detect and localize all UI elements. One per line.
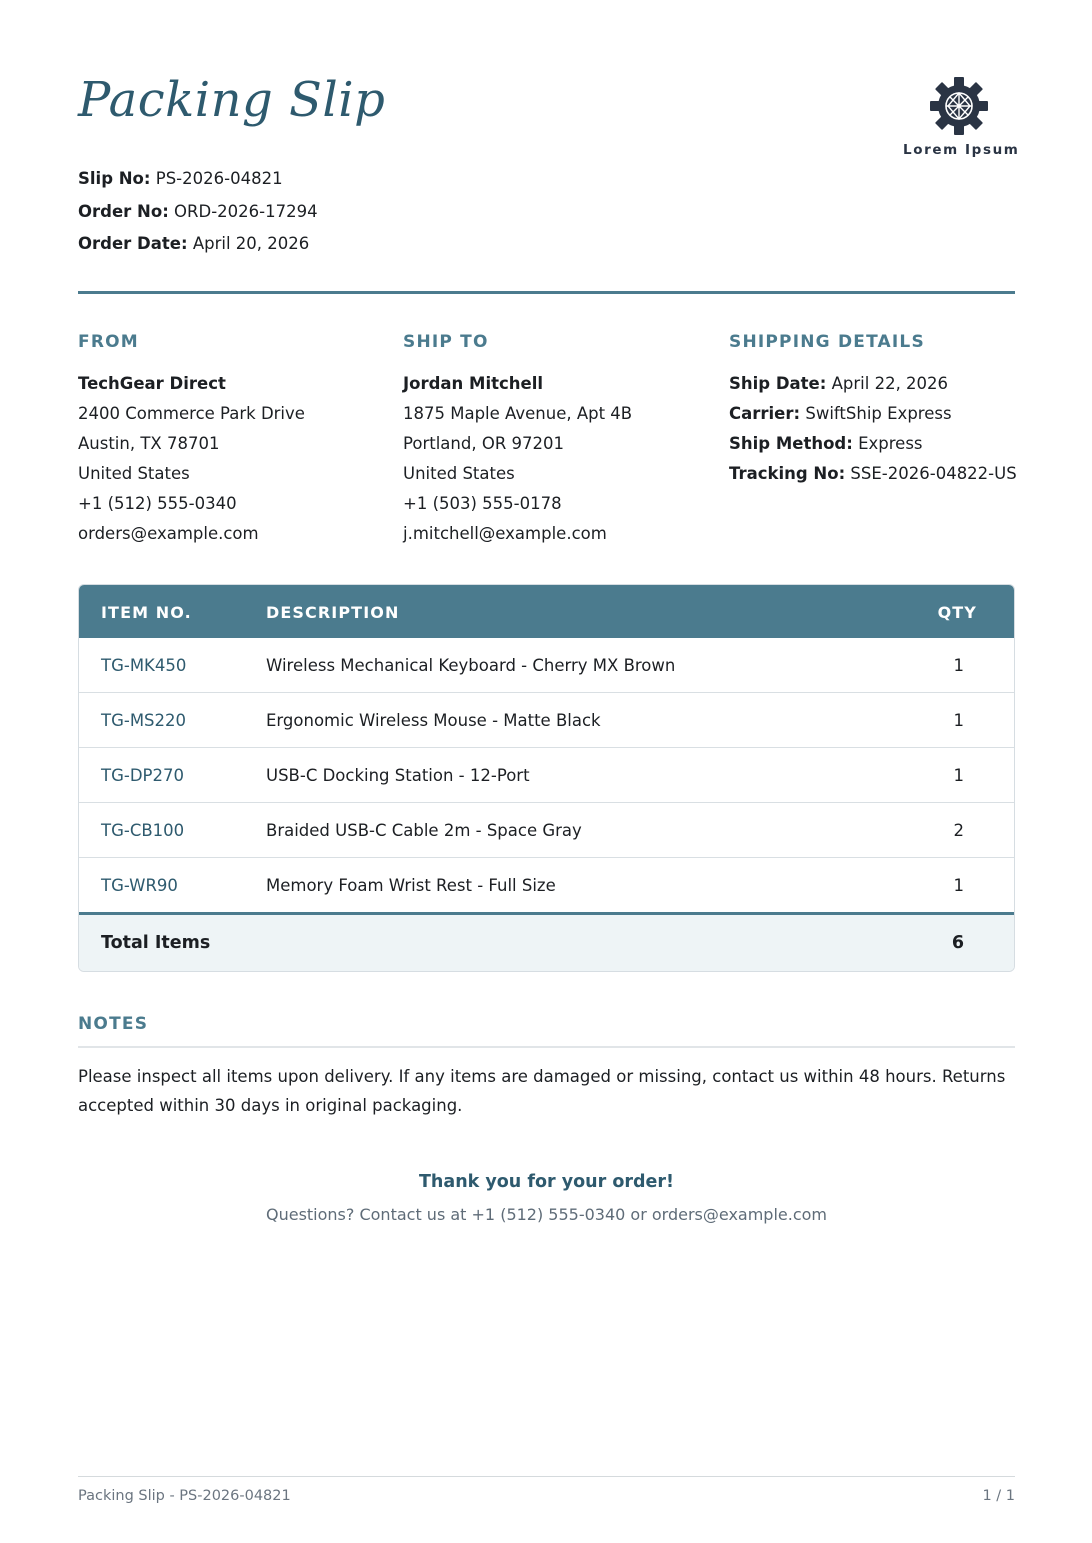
- footer-divider: [78, 1476, 1015, 1477]
- from-heading: FROM: [78, 332, 139, 352]
- shipping-details-column: [729, 332, 1017, 489]
- ship-date-row: [729, 369, 1017, 399]
- table-row: [79, 692, 1014, 747]
- ship-to-country: United States: [403, 464, 515, 483]
- items-table: [78, 584, 1015, 972]
- item-description: Wireless Mechanical Keyboard - Cherry MX Brown: [266, 656, 676, 675]
- company-logo: [903, 76, 1020, 158]
- table-header: [79, 585, 1014, 638]
- ship-to-phone: +1 (503) 555-0178: [403, 494, 562, 513]
- item-description: USB-C Docking Station - 12-Port: [266, 766, 530, 785]
- order-number-value: ORD-2026-17294: [174, 201, 318, 221]
- order-date-row: [78, 228, 318, 261]
- logo-text: Lorem Ipsum: [903, 142, 1020, 158]
- header-description: DESCRIPTION: [266, 603, 400, 622]
- tracking-row: [729, 459, 1017, 489]
- item-sku: TG-WR90: [101, 876, 178, 895]
- thank-you-section: [78, 1172, 1015, 1224]
- ship-to-address-line1: 1875 Maple Avenue, Apt 4B: [403, 404, 633, 423]
- slip-number-value: PS-2026-04821: [155, 169, 283, 188]
- contact-line: Questions? Contact us at +1 (512) 555-0340 or orders@example.com: [265, 1205, 827, 1224]
- table-row: [79, 638, 1014, 692]
- order-date-label: Order Date:: [78, 234, 188, 253]
- item-description: Memory Foam Wrist Rest - Full Size: [266, 876, 556, 895]
- carrier-value: SwiftShip Express: [805, 404, 952, 423]
- notes-text: Please inspect all items upon delivery. If any items are damaged or missing, contact us within 48 hours. Returns accepted within 30 days in original packaging.: [78, 1067, 1006, 1115]
- from-address-line1: 2400 Commerce Park Drive: [78, 404, 305, 423]
- header-divider: [78, 291, 1015, 294]
- item-sku: TG-DP270: [101, 766, 184, 785]
- from-name: TechGear Direct: [78, 374, 226, 393]
- item-sku: TG-MK450: [101, 656, 187, 675]
- table-body: [79, 638, 1014, 912]
- header-qty: QTY: [937, 603, 977, 622]
- ship-to-name: Jordan Mitchell: [403, 374, 544, 393]
- carrier-label: Carrier:: [729, 404, 801, 423]
- tracking-label: Tracking No:: [729, 464, 846, 483]
- ship-to-email: j.mitchell@example.com: [403, 524, 607, 543]
- address-section: [78, 332, 1015, 552]
- ship-to-heading: SHIP TO: [403, 332, 489, 352]
- ship-method-row: [729, 429, 1017, 459]
- slip-number-row: [78, 163, 318, 196]
- total-items-value: 6: [951, 933, 964, 953]
- slip-number-label: Slip No:: [78, 169, 151, 188]
- ship-date-value: April 22, 2026: [831, 374, 949, 393]
- item-qty: 1: [953, 711, 964, 730]
- notes-section: [78, 1014, 1015, 1120]
- tracking-value: SSE-2026-04822-US: [850, 464, 1017, 483]
- from-column: [78, 332, 305, 549]
- table-total-row: [79, 912, 1014, 971]
- header-item-no: ITEM NO.: [101, 603, 192, 622]
- ship-to-column: [403, 332, 632, 549]
- item-description: Ergonomic Wireless Mouse - Matte Black: [266, 711, 601, 730]
- ship-to-address-line2: Portland, OR 97201: [403, 434, 565, 453]
- shipping-details-heading: SHIPPING DETAILS: [729, 332, 925, 352]
- carrier-row: [729, 399, 1017, 429]
- item-qty: 1: [953, 876, 964, 895]
- thank-you-message: Thank you for your order!: [418, 1172, 674, 1192]
- page-number: 1 / 1: [982, 1488, 1015, 1504]
- page-title: Packing Slip: [78, 72, 386, 128]
- notes-heading: NOTES: [78, 1014, 1015, 1048]
- from-phone: +1 (512) 555-0340: [78, 494, 237, 513]
- order-number-label: Order No:: [78, 201, 169, 221]
- item-sku: TG-MS220: [101, 711, 187, 730]
- slip-meta: [78, 163, 318, 261]
- item-sku: TG-CB100: [101, 821, 185, 840]
- table-row: [79, 747, 1014, 802]
- item-qty: 1: [953, 766, 964, 785]
- total-items-label: Total Items: [101, 933, 211, 953]
- table-row: [79, 802, 1014, 857]
- gear-icon: [929, 76, 989, 136]
- table-row: [79, 857, 1014, 912]
- from-address-line2: Austin, TX 78701: [78, 434, 220, 453]
- footer-document-label: Packing Slip - PS-2026-04821: [78, 1488, 291, 1504]
- ship-date-label: Ship Date:: [729, 374, 827, 393]
- item-qty: 1: [953, 656, 964, 675]
- item-qty: 2: [953, 821, 964, 840]
- ship-method-value: Express: [858, 434, 923, 453]
- from-email: orders@example.com: [78, 524, 259, 543]
- ship-method-label: Ship Method:: [729, 434, 853, 453]
- from-country: United States: [78, 464, 190, 483]
- order-date-value: April 20, 2026: [192, 234, 310, 253]
- item-description: Braided USB-C Cable 2m - Space Gray: [266, 821, 582, 840]
- order-number-row: [78, 196, 318, 229]
